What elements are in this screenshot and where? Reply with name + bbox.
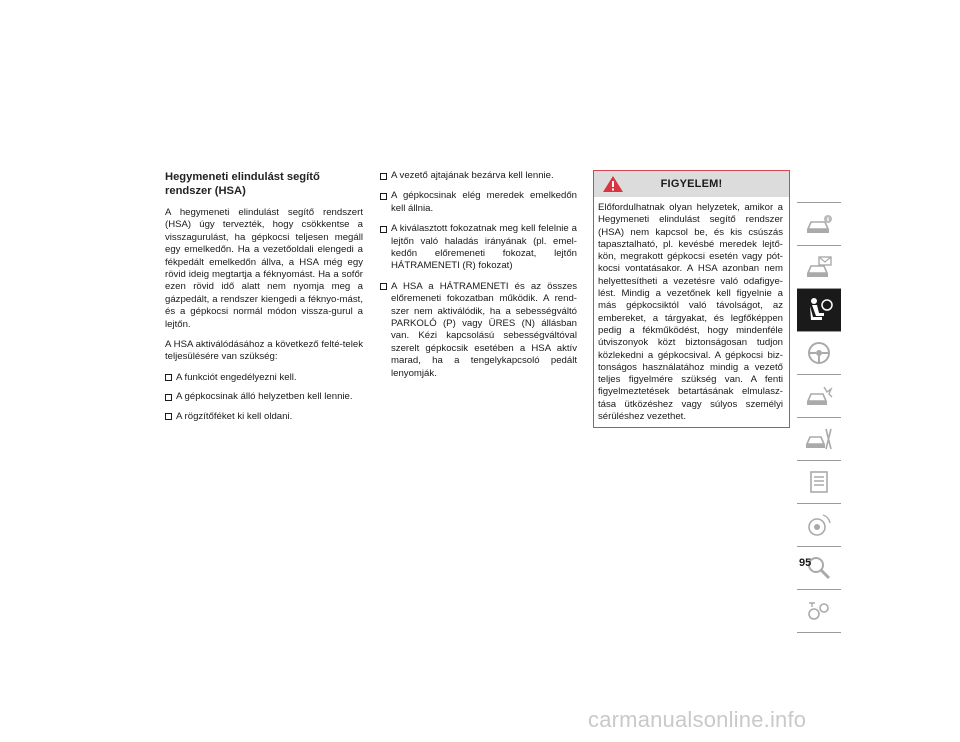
language-gears-icon [804,596,834,626]
checkbox-bullet-icon [380,173,387,180]
tab-multimedia[interactable] [797,503,841,546]
list-index-icon [804,467,834,497]
left-column [165,170,363,430]
list-item: A rögzítőféket ki kell oldani. [165,411,363,423]
list-item: A HSA a HÁTRAMENETI és az összes előremeneti fokozatban működik. A rend-szer nem aktiválódik, ha a sebességváltó PARKOLÓ (P) vagy ÜRES (N) állásban van. Kézi kapcsolású sebességváltóval szerelt gépkocsik esetében a HSA aktív marad, ha a tengelykapcsoló pedált lenyomják. [380,281,577,380]
list-item: A funkciót engedélyezni kell. [165,372,363,384]
checkbox-bullet-icon [380,226,387,233]
warning-text: Előfordulhatnak olyan helyzetek, amikor a Hegymeneti elindulást segítő rendszer (HSA) nem kapcsol be, és kis csúszás tapasztalható, pl. kevésbé meredek lejtő-kön, megrakott gépkocsi esetén vagy pót-kocsi vontatásakor. A HSA azonban nem helyettesítheti a vezetésre való odafigye-lést. Mindig a vezetőnek kell figyelnie a más gépkocsiktól való távolságot, az embereket, a tárgyakat, és legfőképpen pedig a fékműködést, hogy mindenféle útviszonyok közt biztonságosan tudjon közlekedni a gépkocsival. A gépkocsi biz-tonságos használatához mindig a vezető teljes figyelmére szükség van. A fenti figyelmeztetések betartásának elmulasz-tása ütközéshez vagy súlyos személyi sérüléshez vezethet. [598,202,783,423]
tab-steering-wheel[interactable] [797,331,841,374]
steering-wheel-icon [804,338,834,368]
tab-car-envelope[interactable] [797,245,841,288]
watermark: carmanualsonline.info [588,707,807,732]
warning-box [593,170,790,428]
airbag-seat-icon [804,295,834,325]
list-item: A vezető ajtajának bezárva kell lennie. [380,170,577,182]
checkbox-bullet-icon [165,374,172,381]
car-crash-icon [804,381,834,411]
tab-car-tools[interactable] [797,417,841,460]
warning-title: FIGYELEM! [660,178,723,190]
tab-car-crash[interactable] [797,374,841,417]
conditions-intro: A HSA aktiválódásához a következő felté-telek teljesülésére van szükség: [165,339,363,363]
list-item: A kiválasztott fokozatnak meg kell felelnie a lejtőn való haladás irányának (pl. emel-kedőn előremeneti fokozat, lejtőn HÁTRAMENETI (R) fokozat) [380,223,577,273]
list-item: A gépkocsinak elég meredek emelkedőn kell állnia. [380,190,577,215]
warning-header [594,171,789,197]
car-envelope-icon [804,252,834,282]
tab-list-index[interactable] [797,460,841,503]
checkbox-bullet-icon [380,193,387,200]
middle-column [380,170,577,388]
page-number: 95 [799,557,812,569]
tab-car-info[interactable] [797,202,841,245]
intro-paragraph: A hegymeneti elindulást segítő rendszert (HSA) úgy tervezték, hogy csökkentse a visszagurulást, ha gépkocsi teljesen megáll egy emelkedőn. Ha a vezetőoldali elengedi a fékpedált emelkedőn állva, a HSA még egy rövid ideig megtartja a féknyomást. Ha a sofőr ezen rövid idő alatt nem nyomja meg a gázpedált, a rendszer kiengedi a féknyo-mást, és a gépkocsi normál módon vissza-gurul a lejtőn. [165,207,363,330]
tab-airbag-seat[interactable] [797,288,841,331]
car-tools-icon [804,424,834,454]
checkbox-bullet-icon [380,283,387,290]
checkbox-bullet-icon [165,413,172,420]
section-heading: Hegymeneti elindulást segítő rendszer (HSA) [165,171,320,197]
list-item: A gépkocsinak álló helyzetben kell lennie. [165,391,363,403]
tab-language-gears[interactable] [797,589,841,632]
warning-triangle-icon [602,175,624,193]
warning-column [593,170,792,428]
car-info-icon [804,209,834,239]
checkbox-bullet-icon [165,394,172,401]
multimedia-icon [804,510,834,540]
